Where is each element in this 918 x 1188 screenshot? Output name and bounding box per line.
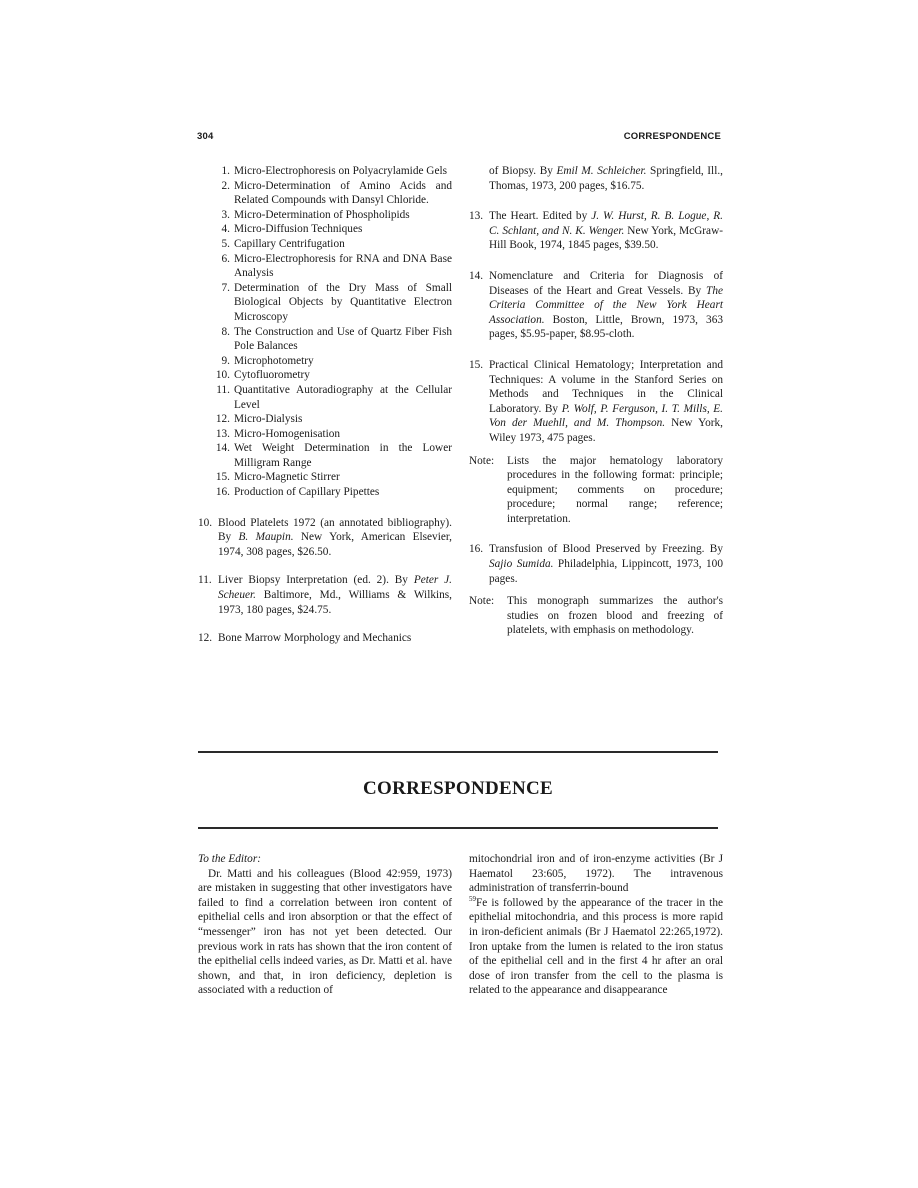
item-text: Microphotometry — [234, 354, 314, 367]
entry-publication: Boston, Little, Brown, 1973, 363 pages, $5.95-paper, $8.95-cloth. — [489, 313, 723, 341]
sublist-item — [221, 281, 452, 325]
item-text: Micro-Dialysis — [234, 413, 303, 426]
item-number: 15. — [215, 471, 230, 484]
sublist-item — [215, 485, 452, 500]
entry-number: 11. — [198, 574, 212, 587]
entry-number: 15. — [469, 358, 484, 371]
book-entry — [469, 209, 723, 253]
book-entry — [198, 631, 452, 646]
book-entry — [198, 516, 452, 560]
letter-left-column — [198, 852, 452, 998]
item-text: Production of Capillary Pipettes — [234, 486, 380, 499]
entry-title: Practical Clinical Hematology; Interpretation and Techniques: A volume in the Stanford Series on Methods and Techniques in the Clinical Laboratory. By — [489, 358, 723, 415]
book-entry — [469, 542, 723, 586]
book-entry-continuation — [469, 164, 723, 193]
note-label: Note: — [469, 595, 495, 608]
note-label: Note: — [469, 454, 495, 467]
section-rule-bottom — [198, 827, 718, 829]
letter-body: mitochondrial iron and of iron-enzyme activities (Br J Haematol 23:605, 1972). The intravenous administration of transferrin-bound — [469, 853, 723, 895]
item-text: Micro-Determination of Amino Acids and Related Compounds with Dansyl Chloride. — [234, 179, 452, 207]
item-text: Cytofluorometry — [234, 369, 310, 382]
entry-title: Blood Platelets 1972 (an annotated bibliography). By — [218, 516, 452, 544]
section-rule-top — [198, 751, 718, 753]
sublist-item — [215, 412, 452, 427]
entry-author: The Criteria Committee of the New York Heart Association. — [489, 284, 723, 326]
item-text: The Construction and Use of Quartz Fiber Fish Pole Balances — [234, 325, 452, 353]
sublist-item — [221, 164, 452, 179]
item-number: 14. — [215, 442, 230, 455]
item-text: Micro-Determination of Phospholipids — [234, 208, 410, 221]
item-number: 8. — [221, 325, 230, 338]
entry-number: 13. — [469, 210, 484, 223]
sublist-item — [221, 208, 452, 223]
sublist-item — [221, 222, 452, 237]
item-number: 7. — [221, 281, 230, 294]
entry-author: P. Wolf, P. Ferguson, I. T. Mills, E. Von der Muehll, and M. Thompson. — [489, 402, 724, 430]
letter-body: Dr. Matti and his colleagues (Blood 42:959, 1973) are mistaken in suggesting that other investigators have failed to find a correlation between iron content of epithelial cells and iron absorption or that the effect of “messenger” iron has not yet been detected. Our previous work in rats has shown that the iron content of the epithelial cells indeed varies, as Dr. Matti et al. have shown, and that, in iron deficiency, depletion is associated with a reduction of — [198, 867, 452, 997]
note-text: Lists the major hematology laboratory procedures in the following format: principle; equipment; comments on procedure; procedure; normal range; reference; interpretation. — [507, 454, 723, 525]
entry-note — [469, 594, 723, 638]
entry-author: Peter J. Scheuer. — [218, 574, 452, 602]
isotope-superscript: 59 — [469, 895, 476, 904]
item-number: 16. — [215, 486, 230, 499]
page-number: 304 — [197, 131, 214, 142]
item-number: 4. — [221, 223, 230, 236]
sublist-item — [215, 470, 452, 485]
right-column — [469, 164, 723, 649]
entry-number: 10. — [198, 516, 213, 529]
entry-author: B. Maupin. — [238, 531, 294, 544]
entry-title: The Heart. Edited by — [489, 210, 592, 223]
item-text: Micro-Electrophoresis for RNA and DNA Base Analysis — [234, 252, 452, 280]
item-text: Micro-Electrophoresis on Polyacrylamide Gels — [234, 165, 448, 177]
entry-note — [469, 454, 723, 527]
entry-publication: Baltimore, Md., Williams & Wilkins, 1973, 180 pages, $24.75. — [218, 589, 452, 616]
entry-publication: New York, Wiley 1973, 475 pages. — [489, 417, 723, 444]
item-number: 10. — [215, 369, 230, 382]
entry-title: of Biopsy. By — [489, 165, 557, 177]
item-text: Micro-Homogenisation — [234, 427, 341, 440]
item-text: Quantitative Autoradiography at the Cellular Level — [234, 383, 452, 411]
item-number: 6. — [221, 252, 230, 265]
entry-title: Bone Marrow Morphology and Mechanics — [218, 632, 412, 645]
book-entry — [469, 269, 723, 342]
item-number: 11. — [216, 383, 230, 396]
sublist-item — [221, 237, 452, 252]
book-entry — [469, 358, 723, 446]
item-number: 12. — [215, 413, 230, 426]
entry-publication: New York, McGraw-Hill Book, 1974, 1845 pages, $39.50. — [489, 224, 723, 252]
item-text: Wet Weight Determination in the Lower Milligram Range — [234, 442, 452, 469]
sublist-item — [221, 252, 452, 281]
item-text: Micro-Magnetic Stirrer — [234, 471, 340, 484]
entry-number: 14. — [469, 269, 484, 282]
contents-sublist — [215, 164, 452, 500]
entry-title: Liver Biopsy Interpretation (ed. 2). By — [218, 574, 414, 587]
item-text: Micro-Diffusion Techniques — [234, 223, 363, 236]
item-text: Determination of the Dry Mass of Small Biological Objects by Quantitative Electron Microscopy — [234, 281, 452, 323]
section-title: CORRESPONDENCE — [363, 778, 553, 799]
book-entry — [198, 573, 452, 617]
sublist-item — [221, 325, 452, 354]
letter-salutation: To the Editor: — [198, 853, 261, 865]
item-number: 3. — [221, 208, 230, 221]
letter-body-continued: Fe is followed by the appearance of the tracer in the epithelial mitochondria, and this process is more rapid in iron-deficient animals (Br J Haematol 22:265,1972). Iron uptake from the lumen is related to the iron status of the epithelial cell and in the first 4 hr after an oral dose of iron transfer from the cell to the plasma is related to the appearance and disappearance — [469, 896, 723, 997]
entry-title: Nomenclature and Criteria for Diagnosis of Diseases of the Heart and Great Vessels. By — [489, 269, 723, 297]
item-number: 13. — [215, 427, 230, 440]
sublist-item — [221, 179, 452, 208]
left-column — [198, 164, 452, 646]
entry-author: Emil M. Schleicher. — [556, 165, 647, 177]
entry-publication: Springfield, Ill., Thomas, 1973, 200 pages, $16.75. — [489, 165, 723, 192]
entry-title: Transfusion of Blood Preserved by Freezing. By — [489, 543, 723, 556]
entry-publication: New York, American Elsevier, 1974, 308 pages, $26.50. — [218, 531, 452, 558]
item-number: 2. — [221, 179, 230, 192]
sublist-item — [215, 427, 452, 442]
running-title: CORRESPONDENCE — [623, 131, 721, 142]
sublist-item — [215, 441, 452, 470]
letter-right-column — [469, 852, 723, 998]
entry-number: 12. — [198, 632, 213, 645]
sublist-item — [216, 383, 452, 412]
entry-number: 16. — [469, 543, 484, 556]
sublist-item — [221, 354, 452, 369]
item-number: 1. — [221, 165, 230, 177]
item-number: 9. — [221, 354, 230, 367]
note-text: This monograph summarizes the author's studies on frozen blood and freezing of platelets, with emphasis on methodology. — [507, 595, 723, 637]
entry-author: Sajio Sumida. — [489, 558, 554, 571]
entry-publication: Philadelphia, Lippincott, 1973, 100 pages. — [489, 558, 723, 585]
entry-author: J. W. Hurst, R. B. Logue, R. C. Schlant, and N. K. Wenger. — [489, 210, 723, 237]
item-number: 5. — [221, 237, 230, 250]
item-text: Capillary Centrifugation — [234, 237, 345, 250]
sublist-item — [215, 368, 452, 383]
